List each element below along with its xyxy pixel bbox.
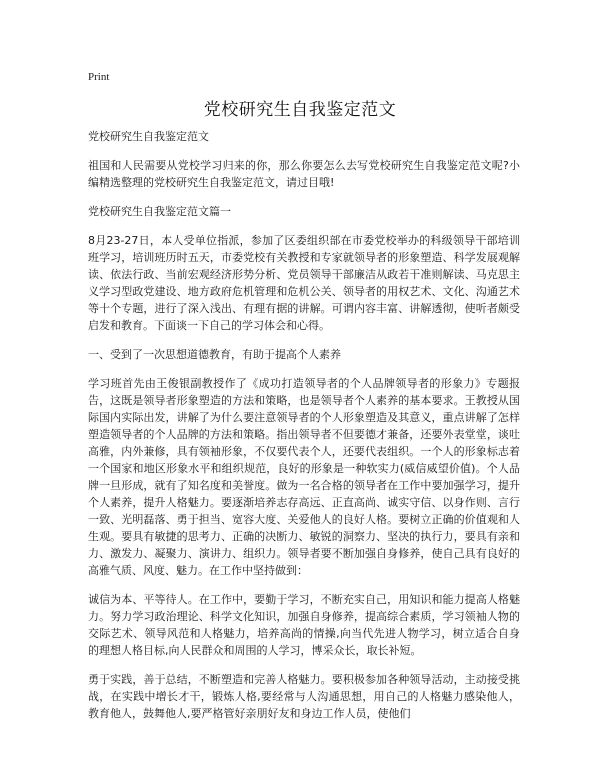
document-body: [88, 128, 520, 734]
subtitle-paragraph: 党校研究生自我鉴定范文: [88, 130, 209, 143]
document-title: 党校研究生自我鉴定范文: [203, 100, 397, 120]
subsection-heading: 一、受到了一次思想道德教育，有助于提高个人素养: [88, 348, 341, 361]
body-paragraph: 诚信为本、平等待人。在工作中，要勤于学习，不断充实自己，用知识和能力提高人格魅力。努力学习政治理论、科学文化知识，加强自身修养，提高综合素质，学习领袖人物的交际艺术、领导风范和人格魅力，培养高尚的情操,向当代先进人物学习，树立适合自身的理想人格目标,向人民群众和周围的人学习，博采众长，取长补短。: [88, 593, 520, 657]
body-paragraph: 学习班首先由王俊银副教授作了《成功打造领导者的个人品牌领导者的形象力》专题报告，这既是领导者形象塑造的方法和策略，也是领导者个人素养的基本要求。王教授从国际国内实际出发，讲解了为什么要注意领导者的个人形象塑造及其意义，重点讲解了怎样塑造领导者的个人品牌的方法和策略。指出领导者不但要德才兼备，还要外表堂堂，谈吐高雅，内外兼修，具有领袖形象，不仅要代表个人，还要代表组织。一个人的形象标志着一个国家和地区形象水平和组织规范，良好的形象是一种软实力(威信威望价值)。个人品牌一旦形成，就有了知名度和美誉度。做为一名合格的领导者在工作中要加强学习，提升个人素养，提升人格魅力。要逐渐培养志存高远、正直高尚、诚实守信、以身作则、言行一致、光明磊落、勇于担当、宽容大度、关爱他人的良好人格。要树立正确的价值观和人生观。要具有敏捷的思考力、正确的决断力、敏锐的洞察力、坚决的执行力，要具有亲和力、激发力、凝聚力、演讲力、组织力。领导者要不断加强自身修养，使自己具有良好的高雅气质、风度、魅力。在工作中坚持做到：: [88, 377, 520, 577]
print-label: Print: [88, 71, 110, 83]
body-paragraph: 勇于实践，善于总结，不断塑造和完善人格魅力。要积极参加各种领导活动，主动接受挑战，在实践中增长才干，锻炼人格,要经常与人沟通思想，用自己的人格魅力感染他人，教育他人，鼓舞他人,要严格管好亲朋好友和身边工作人员，使他们: [88, 673, 520, 720]
section-heading: 党校研究生自我鉴定范文篇一: [88, 205, 231, 218]
intro-paragraph: 祖国和人民需要从党校学习归来的你，那么你要怎么去写党校研究生自我鉴定范文呢?小编精选整理的党校研究生自我鉴定范文，请过目哦!: [88, 159, 520, 189]
body-paragraph: 8月23-27日，本人受单位指派，参加了区委组织部在市委党校举办的科级领导干部培训班学习，培训班历时五天，市委党校有关教授和专家就领导者的形象塑造、科学发展观解读、依法行政、当前宏观经济形势分析、党员领导干部廉洁从政若干准则解读、马克思主义学习型政党建设、地方政府危机管理和危机公关、领导者的用权艺术、文化、沟通艺术等十个专题，进行了深入浅出、有理有据的讲解。可谓内容丰富、讲解透彻，使听者颇受启发和教育。下面谈一下自己的学习体会和心得。: [88, 234, 520, 332]
